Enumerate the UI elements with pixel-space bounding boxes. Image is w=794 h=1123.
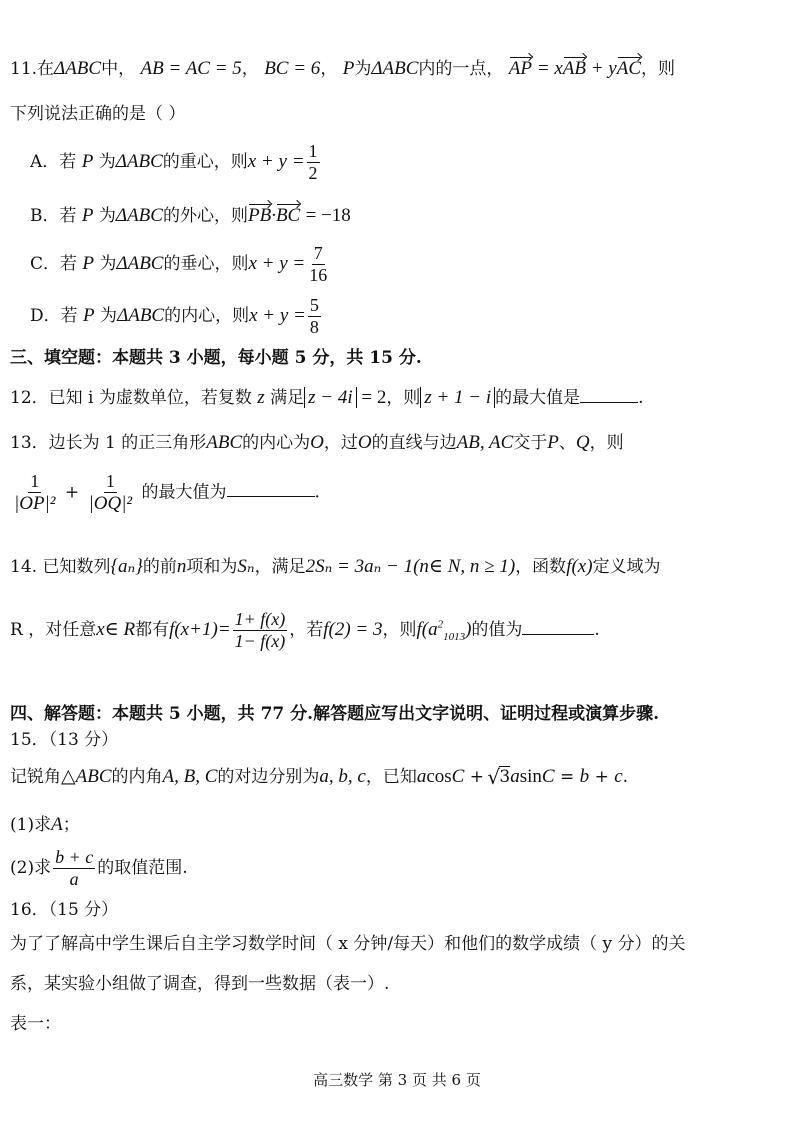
q11-option-a: A．若 P 为ΔABC的重心，则x + y = $\frac{1}{2}$: [30, 141, 318, 183]
q15-part2: (2)求 $\frac{b + c}{a}$ 的取值范围.: [10, 847, 188, 889]
q14-line2: R ，对任意x∈ R都有f(x+1)= $\frac{1+ f(x)}{1- f(x)}$ ，若f(2) = 3，则$f(a^2_{1013})$的值为 .: [10, 609, 600, 651]
q16-line1: 为了了解高中学生课后自主学习数学时间（ x 分钟/每天）和他们的数学成绩（ y 分）的关: [10, 934, 686, 954]
q11-line2: 下列说法正确的是（ ）: [10, 104, 186, 124]
q11-option-d: D．若 P 为ΔABC的内心，则x + y = $\frac{5}{8}$: [30, 295, 319, 337]
q15-text: 记锐角△ABC的内角A, B, C的对边分别为a, b, c，已知acosC + √ 3asinC = b + c.: [10, 766, 628, 789]
q16-table-label: 表一：: [10, 1014, 61, 1034]
q11-option-c: C．若 P 为ΔABC的垂心，则x + y = $\frac{7}{16}$: [30, 243, 328, 285]
section-4-heading: 四、解答题：本题共 5 小题，共 77 分.解答题应写出文字说明、证明过程或演算步骤.: [10, 704, 659, 724]
q16-heading: 16．（15 分）: [10, 900, 119, 920]
q15-heading: 15．（13 分）: [10, 730, 119, 750]
q16-line2: 系，某实验小组做了调查，得到一些数据（表一）.: [10, 974, 390, 994]
q13-expression: $\frac{1}{\text{|OP|²}}$ + $\frac{1}{\text{|OQ|²}}$ 的最大值为 .: [14, 471, 320, 514]
q11-option-b: B．若 P 为ΔABC的外心，则PB·BC = −18: [30, 205, 351, 226]
section-3-heading: 三、填空题：本题共 3 小题，每小题 5 分，共 15 分.: [10, 348, 422, 368]
q13-text: 13．边长为 1 的正三角形ABC的内心为O，过O的直线与边AB, AC交于P、Q，则: [10, 432, 624, 453]
q12-text: 12．已知 i 为虚数单位，若复数 z 满足 z − 4i = 2，则 z + 1 − i 的最大值是 .: [10, 387, 644, 408]
q11-stem: 11.在ΔABC中， AB = AC = 5， BC = 6， P为ΔABC内的一点， AP = xAB + yAC，则: [10, 58, 676, 79]
page-footer: 高三数学 第 3 页 共 6 页: [313, 1071, 481, 1089]
q14-line1: 14. 已知数列{aₙ}的前n项和为Sₙ，满足2Sₙ = 3aₙ − 1(n∈ N, n ≥ 1)，函数f(x)定义域为: [10, 556, 661, 577]
q15-part1: (1)求A；: [10, 814, 80, 835]
